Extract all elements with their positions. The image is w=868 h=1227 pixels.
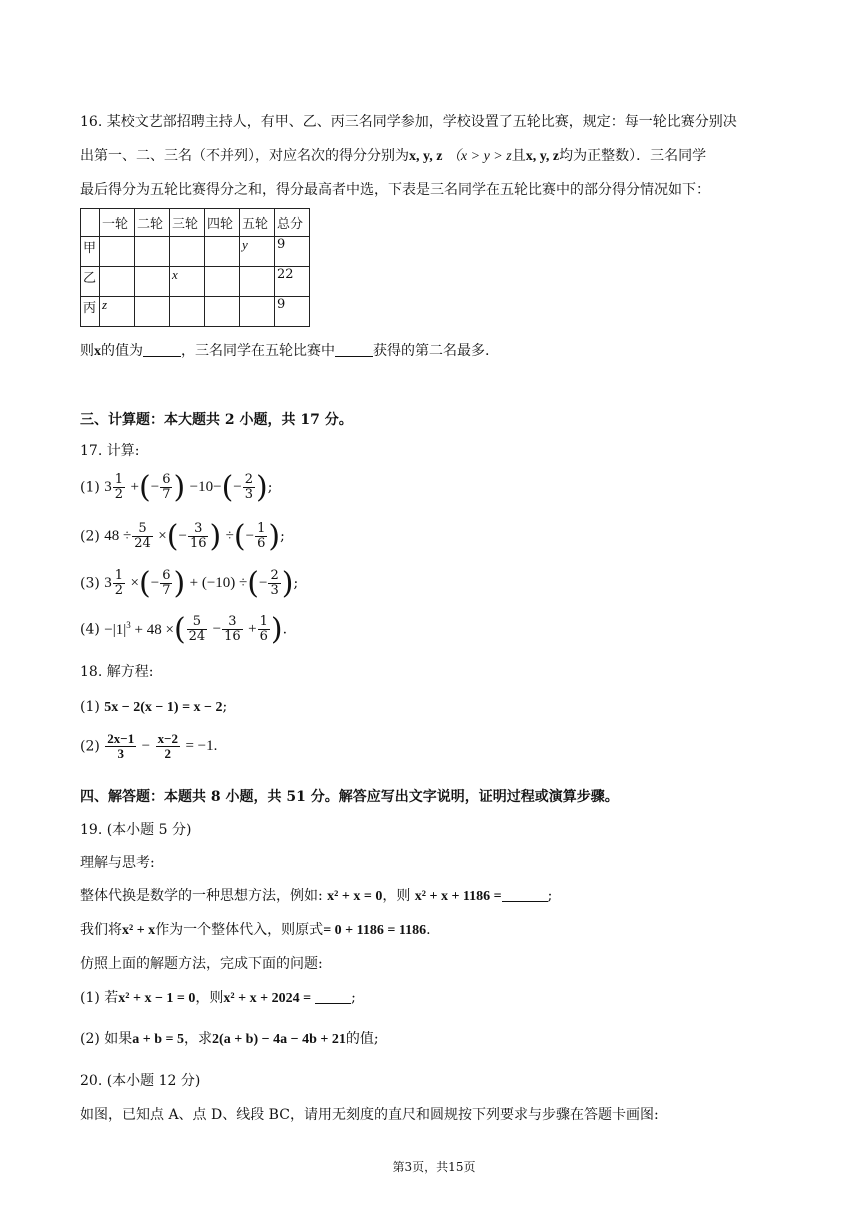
plus-sign: + bbox=[130, 479, 139, 495]
q19-line-2-eq-2: = 0 + 1186 = 1186 bbox=[323, 923, 427, 938]
table-row bbox=[81, 267, 310, 297]
q19-line-1: 整体代换是数学的一种思想方法，例如: x² + x = 0，则 x² + x + 1186 = ; bbox=[80, 888, 553, 904]
fraction: $\frac{6}{7}$ bbox=[162, 568, 171, 598]
table-cell bbox=[205, 237, 240, 267]
q19-line-3: 仿照上面的解题方法，完成下面的问题: bbox=[80, 956, 323, 972]
q16-line2-text-a: 出第一、二、三名（不并列），对应名次的得分分别为 bbox=[80, 148, 409, 164]
q16-answer-x: x bbox=[94, 344, 101, 359]
q16-answer-text-c: ，三名同学在五轮比赛中 bbox=[181, 343, 335, 359]
fraction: $\frac{5}{24}$ bbox=[188, 614, 206, 644]
fraction: $\frac{1}{6}$ bbox=[257, 521, 266, 551]
q17-part-1: (1) 3 $\frac{1}{2}$ +(− $\frac{6}{7}$ ) −10−(− $\frac{2}{3}$ ); bbox=[80, 470, 273, 505]
table-cell: z bbox=[100, 297, 135, 327]
table-cell: 甲 bbox=[81, 237, 100, 267]
q16-condition: （x > y > z bbox=[446, 149, 512, 164]
table-cell bbox=[240, 267, 275, 297]
table-header-cell: 五轮 bbox=[240, 209, 275, 237]
table-cell bbox=[100, 237, 135, 267]
q18-part-2-label: (2) bbox=[80, 738, 100, 755]
fraction: $\frac{3}{16}$ bbox=[189, 521, 207, 551]
table-header-cell: 四轮 bbox=[205, 209, 240, 237]
table-header-cell: 总分 bbox=[275, 209, 310, 237]
fraction: $\frac{3}{16}$ bbox=[224, 614, 241, 644]
q16-answer-text-a: 则 bbox=[80, 343, 94, 359]
fraction: $\frac{x-2}{2}$ bbox=[157, 731, 179, 761]
q19-line-1-eq-2: x² + x + 1186 = bbox=[414, 889, 502, 904]
q16-answer-text-b: 的值为 bbox=[101, 343, 143, 359]
q19-part-1-eq-2: x² + x + 2024 = bbox=[223, 991, 312, 1006]
table-cell: x bbox=[170, 267, 205, 297]
table-cell bbox=[135, 297, 170, 327]
q19-part-2 bbox=[80, 1029, 379, 1050]
q20-title: 20. (本小题 12 分) bbox=[80, 1073, 201, 1089]
table-cell bbox=[170, 297, 205, 327]
table-cell bbox=[135, 267, 170, 297]
table-header-row bbox=[81, 209, 310, 237]
q16-answer-line bbox=[80, 341, 489, 362]
table-cell: y bbox=[240, 237, 275, 267]
q19-part-2-eq-1: a + b = 5 bbox=[132, 1032, 185, 1047]
q19-line-1-text-a: 整体代换是数学的一种思想方法，例如: bbox=[80, 888, 323, 904]
q16-vars: x, y, z bbox=[409, 149, 443, 164]
minus-ten: −10− bbox=[189, 479, 222, 495]
table-cell: 9 bbox=[275, 237, 310, 267]
q19-line-2-text-a: 我们将 bbox=[80, 922, 122, 938]
table-header-cell: 二轮 bbox=[135, 209, 170, 237]
q19-line-1-eq-1: x² + x = 0 bbox=[327, 889, 383, 904]
table-cell bbox=[135, 237, 170, 267]
q17-part-1-label: (1) bbox=[80, 479, 100, 496]
dividend: 48 ÷ bbox=[104, 528, 132, 544]
page-footer: 第3页，共15页 bbox=[392, 1160, 476, 1174]
table-cell bbox=[205, 297, 240, 327]
q16-line3: 最后得分为五轮比赛得分之和，得分最高者中选，下表是三名同学在五轮比赛中的部分得分情况如下： bbox=[80, 182, 710, 198]
q19-part-2-text-a: (2) 如果 bbox=[80, 1031, 133, 1047]
table-cell bbox=[205, 267, 240, 297]
q20-line: 如图，已知点 A、点 D、线段 BC，请用无刻度的直尺和圆规按下列要求与步骤在答题卡画图: bbox=[80, 1107, 659, 1123]
section-4-heading: 四、解答题：本题共 8 小题，共 51 分。解答应写出文字说明，证明过程或演算步骤。 bbox=[80, 789, 619, 805]
q16-line2-text-c: 均为正整数）．三名同学 bbox=[559, 148, 707, 164]
q19-line-2-eq: x² + x bbox=[122, 923, 156, 938]
table-header-cell: 三轮 bbox=[170, 209, 205, 237]
q19-part-1: (1) 若x² + x − 1 = 0，则x² + x + 2024 = ; bbox=[80, 990, 356, 1006]
q19-part-1-text-b: ，则 bbox=[195, 990, 224, 1006]
fraction: $\frac{2x-1}{3}$ bbox=[107, 731, 135, 761]
q19-line-2: 我们将x² + x作为一个整体代入，则原式= 0 + 1186 = 1186. bbox=[80, 922, 431, 938]
q17-part-4-label: (4) bbox=[80, 621, 100, 638]
answer-blank-4[interactable] bbox=[315, 989, 351, 1004]
q18-part-1: (1) 5x − 2(x − 1) = x − 2; bbox=[80, 699, 228, 715]
q19-title: 19. (本小题 5 分) bbox=[80, 822, 192, 838]
score-table bbox=[80, 208, 310, 327]
fraction: $\frac{6}{7}$ bbox=[162, 472, 171, 502]
q19-part-2-eq-2: 2(a + b) − 4a − 4b + 21 bbox=[212, 1032, 346, 1047]
section-3-heading: 三、计算题：本大题共 2 小题，共 17 分。 bbox=[80, 412, 353, 428]
fraction: $\frac{5}{24}$ bbox=[134, 521, 151, 551]
table-header-cell bbox=[81, 209, 100, 237]
fraction: $\frac{1}{6}$ bbox=[259, 614, 268, 644]
q18-part-1-label: (1) bbox=[80, 699, 100, 715]
table-row bbox=[81, 237, 310, 267]
answer-blank-3[interactable] bbox=[502, 887, 548, 902]
q18-part-2: (2) $\frac{2x-1}{3}$ − $\frac{x-2}{2}$ = −1. bbox=[80, 731, 218, 761]
q18-title: 18. 解方程: bbox=[80, 664, 154, 680]
q19-part-1-text-a: (1) 若 bbox=[80, 990, 119, 1006]
fraction: $\frac{2}{3}$ bbox=[244, 472, 254, 502]
q17-part-3: (3) 3 $\frac{1}{2}$ ×(− $\frac{6}{7}$ ) + (−10) ÷(− $\frac{2}{3}$ ); bbox=[80, 566, 299, 601]
q17-part-4: $(4) -|1|^3 + 48$ ×( $\frac{5}{24}$ − $\frac{3}{16}$ + $\frac{1}{6}$ ). bbox=[80, 612, 288, 647]
q17-part-2: (2) 48 ÷ $\frac{5}{24}$ ×(− $\frac{3}{16}$ ) ÷(− $\frac{1}{6}$ ); bbox=[80, 519, 285, 554]
mixed-number: 3 bbox=[104, 479, 112, 495]
fraction: $\frac{2}{3}$ bbox=[270, 568, 279, 598]
q19-line-1-text-b: ，则 bbox=[382, 888, 411, 904]
q19-part-2-text-b: ，求 bbox=[184, 1031, 213, 1047]
table-cell: 乙 bbox=[81, 267, 100, 297]
q17-part-3-label: (3) bbox=[80, 575, 100, 592]
table-cell bbox=[240, 297, 275, 327]
q19-subtitle: 理解与思考: bbox=[80, 855, 155, 871]
q19-part-1-eq-1: x² + x − 1 = 0 bbox=[118, 991, 196, 1006]
q16-line2 bbox=[80, 146, 706, 167]
q19-line-2-text-b: 作为一个整体代入，则原式 bbox=[155, 922, 324, 938]
answer-blank-2[interactable] bbox=[335, 342, 373, 357]
q19-part-2-text-c: 的值; bbox=[345, 1031, 379, 1047]
q16-answer-text-d: 获得的第二名最多. bbox=[373, 343, 490, 359]
q17-part-2-label: (2) bbox=[80, 528, 100, 545]
table-cell: 22 bbox=[275, 267, 310, 297]
table-cell bbox=[170, 237, 205, 267]
fraction: $\frac{1}{2}$ bbox=[114, 568, 124, 598]
q16-line2-text-b: 且 bbox=[511, 148, 526, 164]
fraction: $\frac{1}{2}$ bbox=[114, 472, 124, 502]
answer-blank-1[interactable] bbox=[143, 342, 181, 357]
q18-equation-1: 5x − 2(x − 1) = x − 2 bbox=[104, 700, 223, 715]
table-cell bbox=[100, 267, 135, 297]
table-cell: 9 bbox=[275, 297, 310, 327]
q16-line1: 16. 某校文艺部招聘主持人，有甲、乙、丙三名同学参加，学校设置了五轮比赛，规定：每一轮比赛分别决 bbox=[80, 114, 737, 130]
table-cell: 丙 bbox=[81, 297, 100, 327]
table-header-cell: 一轮 bbox=[100, 209, 135, 237]
q16-vars-2: x, y, z bbox=[525, 149, 560, 164]
q17-title: 17. 计算: bbox=[80, 443, 140, 459]
table-row bbox=[81, 297, 310, 327]
